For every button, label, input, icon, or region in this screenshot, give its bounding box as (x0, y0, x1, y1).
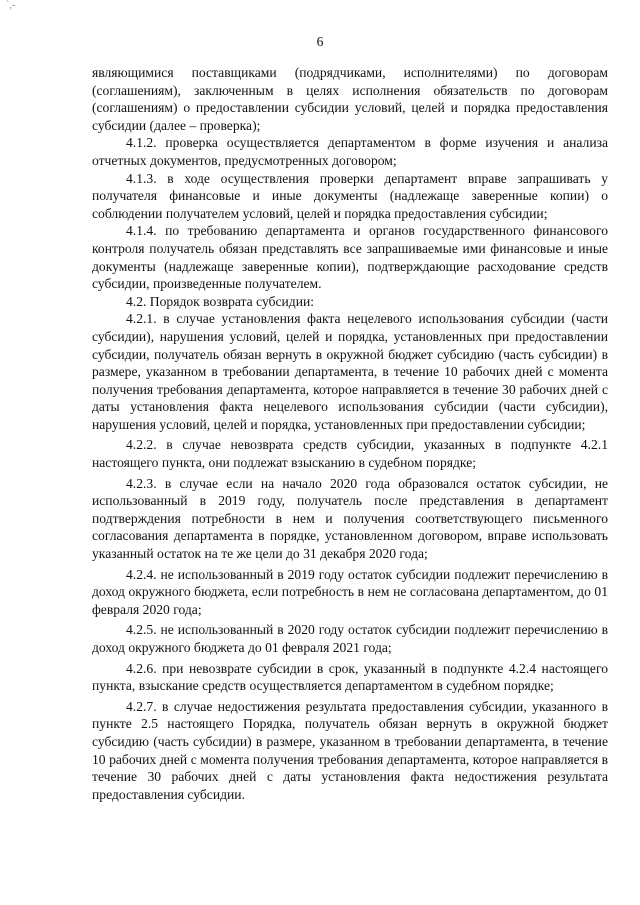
document-body (92, 64, 608, 803)
paragraph-4-2-1: 4.2.1. в случае установления факта нецелевого использования субсидии (части субсидии), нарушения условий, целей и порядка, установленных при предоставлении субсидии, получатель обязан вернуть в окружной бюджет субсидию (часть субсидии) в размере, указанном в требовании департамента, в течение 10 рабочих дней с момента получения требования департамента, которое направляется в течение 30 рабочих дней с даты установления факта нецелевого использования субсидии (части субсидии), нарушения условий, целей и порядка, установленных при предоставлении субсидии; (92, 311, 608, 432)
paragraph-4-2-3: 4.2.3. в случае если на начало 2020 года образовался остаток субсидии, не использованный в 2019 году, получатель после представления в департамент подтверждения потребности в нем и получения соответствующего письменного согласования департамента в порядке, установленном договором, вправе использовать указанный остаток на те же цели до 31 декабря 2020 года; (92, 475, 608, 562)
paragraph-4-2-7: 4.2.7. в случае недостижения результата предоставления субсидии, указанного в пункте 2.5 настоящего Порядка, получатель обязан вернуть в окружной бюджет субсидию (часть субсидии) в размере, указанном в требовании департамента, в течение 10 рабочих дней с момента получения требования департамента, которое направляется в течение 30 рабочих дней с даты установления факта недостижения результата предоставления субсидии. (92, 698, 608, 802)
paragraph-4-2-5: 4.2.5. не использованный в 2020 году остаток субсидии подлежит перечислению в доход окружного бюджета до 01 февраля 2021 года; (92, 622, 608, 655)
paragraph-4-2: 4.2. Порядок возврата субсидии: (126, 293, 315, 309)
paragraph-4-2-2: 4.2.2. в случае невозврата средств субсидии, указанных в подпункте 4.2.1 настоящего пункта, они подлежат взысканию в судебном порядке; (92, 437, 608, 471)
paragraph-4-1-2: 4.1.2. проверка осуществляется департаментом в форме изучения и анализа отчетных документов, предусмотренных договором; (92, 135, 608, 168)
paragraph-4-2-6: 4.2.6. при невозврате субсидии в срок, указанный в подпункте 4.2.4 настоящего пункта, взыскание средств осуществляется департаментом в судебном порядке; (92, 660, 608, 694)
paragraph-4-1-3: 4.1.3. в ходе осуществления проверки департамент вправе запрашивать у получателя финансовые и иные документы (надлежаще заверенные копии) о соблюдении получателем условий, целей и порядка предоставления субсидии; (92, 170, 608, 221)
paragraph-4-2-4: 4.2.4. не использованный в 2019 году остаток субсидии подлежит перечислению в доход окружного бюджета, если потребность в нем не согласована департаментом, до 01 февраля 2020 года; (92, 566, 608, 617)
scan-corner-mark: `,- (6, 0, 16, 11)
paragraph-4-1-4: 4.1.4. по требованию департамента и органов государственного финансового контроля получатель обязан представлять все запрашиваемые ими финансовые и иные документы (надлежаще заверенные копии), подтверждающие расходование средств субсидии, произведенные получателем. (92, 223, 608, 292)
paragraph-continuation: являющимися поставщиками (подрядчиками, исполнителями) по договорам (соглашениям), заключенным в целях исполнения обязательств по договорам (соглашениям) о предоставлении субсидии условий, целей и порядка предоставления субсидии (далее – проверка); (92, 65, 608, 133)
page-number: 6 (316, 34, 324, 49)
